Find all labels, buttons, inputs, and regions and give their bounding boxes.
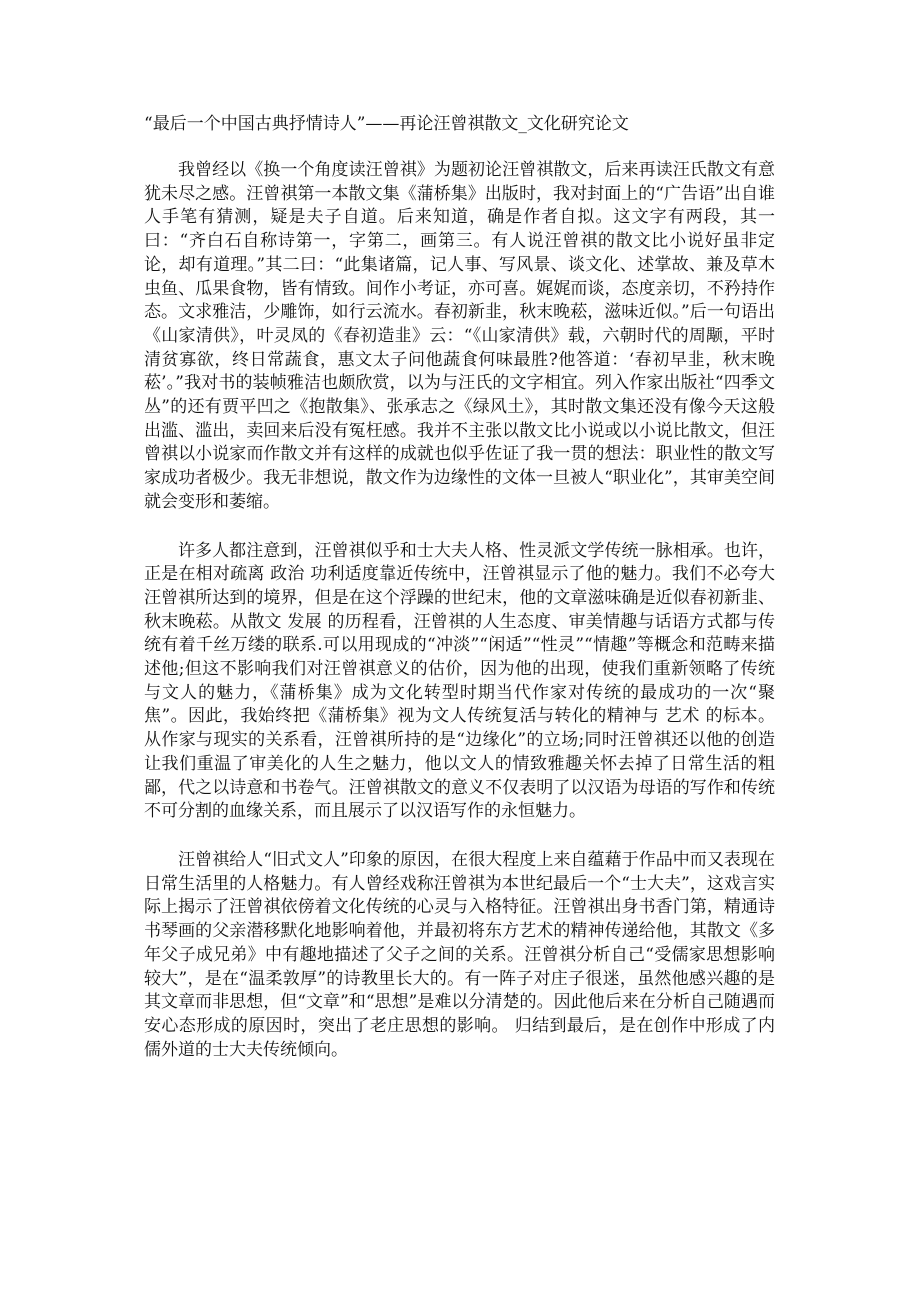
paragraph-3: 汪曾祺给人“旧式文人”印象的原因，在很大程度上来自蕴藉于作品中而又表现在日常生活里的人格魅力。有人曾经戏称汪曾祺为本世纪最后一个“士大夫”，这戏言实际上揭示了汪曾祺依傍着文化传统的心灵与入格特征。汪曾祺出身书香门第，精通诗书琴画的父亲潜移默化地影响着他，并最初将东方艺术的精神传递给他，其散文《多年父子成兄弟》中有趣地描述了父子之间的关系。汪曾祺分析自己“受儒家思想影响较大”，是在“温柔敦厚”的诗教里长大的。有一阵子对庄子很迷，虽然他感兴趣的是其文章而非思想，但“文章”和“思想”是难以分清楚的。因此他后来在分析自己随遇而安心态形成的原因时，突出了老庄思想的影响。 归结到最后，是在创作中形成了内儒外道的士大夫传统倾向。	[144, 849, 775, 1060]
paragraph-1: 我曾经以《换一个角度读汪曾祺》为题初论汪曾祺散文，后来再读汪氏散文有意犹未尽之感。汪曾祺第一本散文集《蒲桥集》出版时，我对封面上的“广告语”出自谁人手笔有猜测，疑是夫子自道。后来知道，确是作者自拟。这文字有两段，其一曰：“齐白石自称诗第一，字第二，画第三。有人说汪曾祺的散文比小说好虽非定论，却有道理。”其二曰：“此集诸篇，记人事、写风景、谈文化、述掌故、兼及草木虫鱼、瓜果食物，皆有情致。间作小考证，亦可喜。娓娓而谈，态度亲切，不矜持作态。文求雅洁，少雕饰，如行云流水。春初新韭，秋末晚菘，滋味近似。”后一句语出《山家清供》，叶灵凤的《春初造韭》云：“《山家清供》载，六朝时代的周颙，平时清贫寡欲，终日常蔬食，惠文太子问他蔬食何味最胜?他答道：‘春初早韭，秋末晚菘’。”我对书的装帧雅洁也颇欣赏，以为与汪氏的文字相宜。列入作家出版社“四季文丛”的还有贾平凹之《抱散集》、张承志之《绿风土》，其时散文集还没有像今天这般出滥、滥出，卖回来后没有冤枉感。我并不主张以散文比小说或以小说比散文，但汪曾祺以小说家而作散文并有这样的成就也似乎佐证了我一贯的想法：职业性的散文写家成功者极少。我无非想说，散文作为边缘性的文体一旦被人“职业化”，其审美空间就会变形和萎缩。	[144, 160, 775, 512]
document-page	[144, 112, 775, 1062]
document-title: “最后一个中国古典抒情诗人”——再论汪曾祺散文_文化研究论文	[144, 114, 629, 134]
paragraph-2: 许多人都注意到，汪曾祺似乎和士大夫人格、性灵派文学传统一脉相承。也许，正是在相对疏离 政治 功利适度靠近传统中，汪曾祺显示了他的魅力。我们不必夸大汪曾祺所达到的境界，但是在这个浮躁的世纪末，他的文章滋味确是近似春初新韭、秋末晚菘。从散文 发展 的历程看，汪曾祺的人生态度、审美情趣与话语方式都与传统有着千丝万缕的联系.可以用现成的“冲淡”“闲适”“性灵”“情趣”等概念和范畴来描述他;但这不影响我们对汪曾祺意义的估价，因为他的出现，使我们重新领略了传统与文人的魅力，《蒲桥集》成为文化转型时期当代作家对传统的最成功的一次“聚焦”。因此，我始终把《蒲桥集》视为文人传统复活与转化的精神与 艺术 的标本。从作家与现实的关系看，汪曾祺所持的是“边缘化”的立场;同时汪曾祺还以他的创造让我们重温了审美化的人生之魅力，他以文人的情致雅趣关怀去掉了日常生活的粗鄙，代之以诗意和书卷气。汪曾祺散文的意义不仅表明了以汉语为母语的写作和传统不可分割的血缘关系，而且展示了以汉语写作的永恒魅力。	[144, 540, 775, 822]
